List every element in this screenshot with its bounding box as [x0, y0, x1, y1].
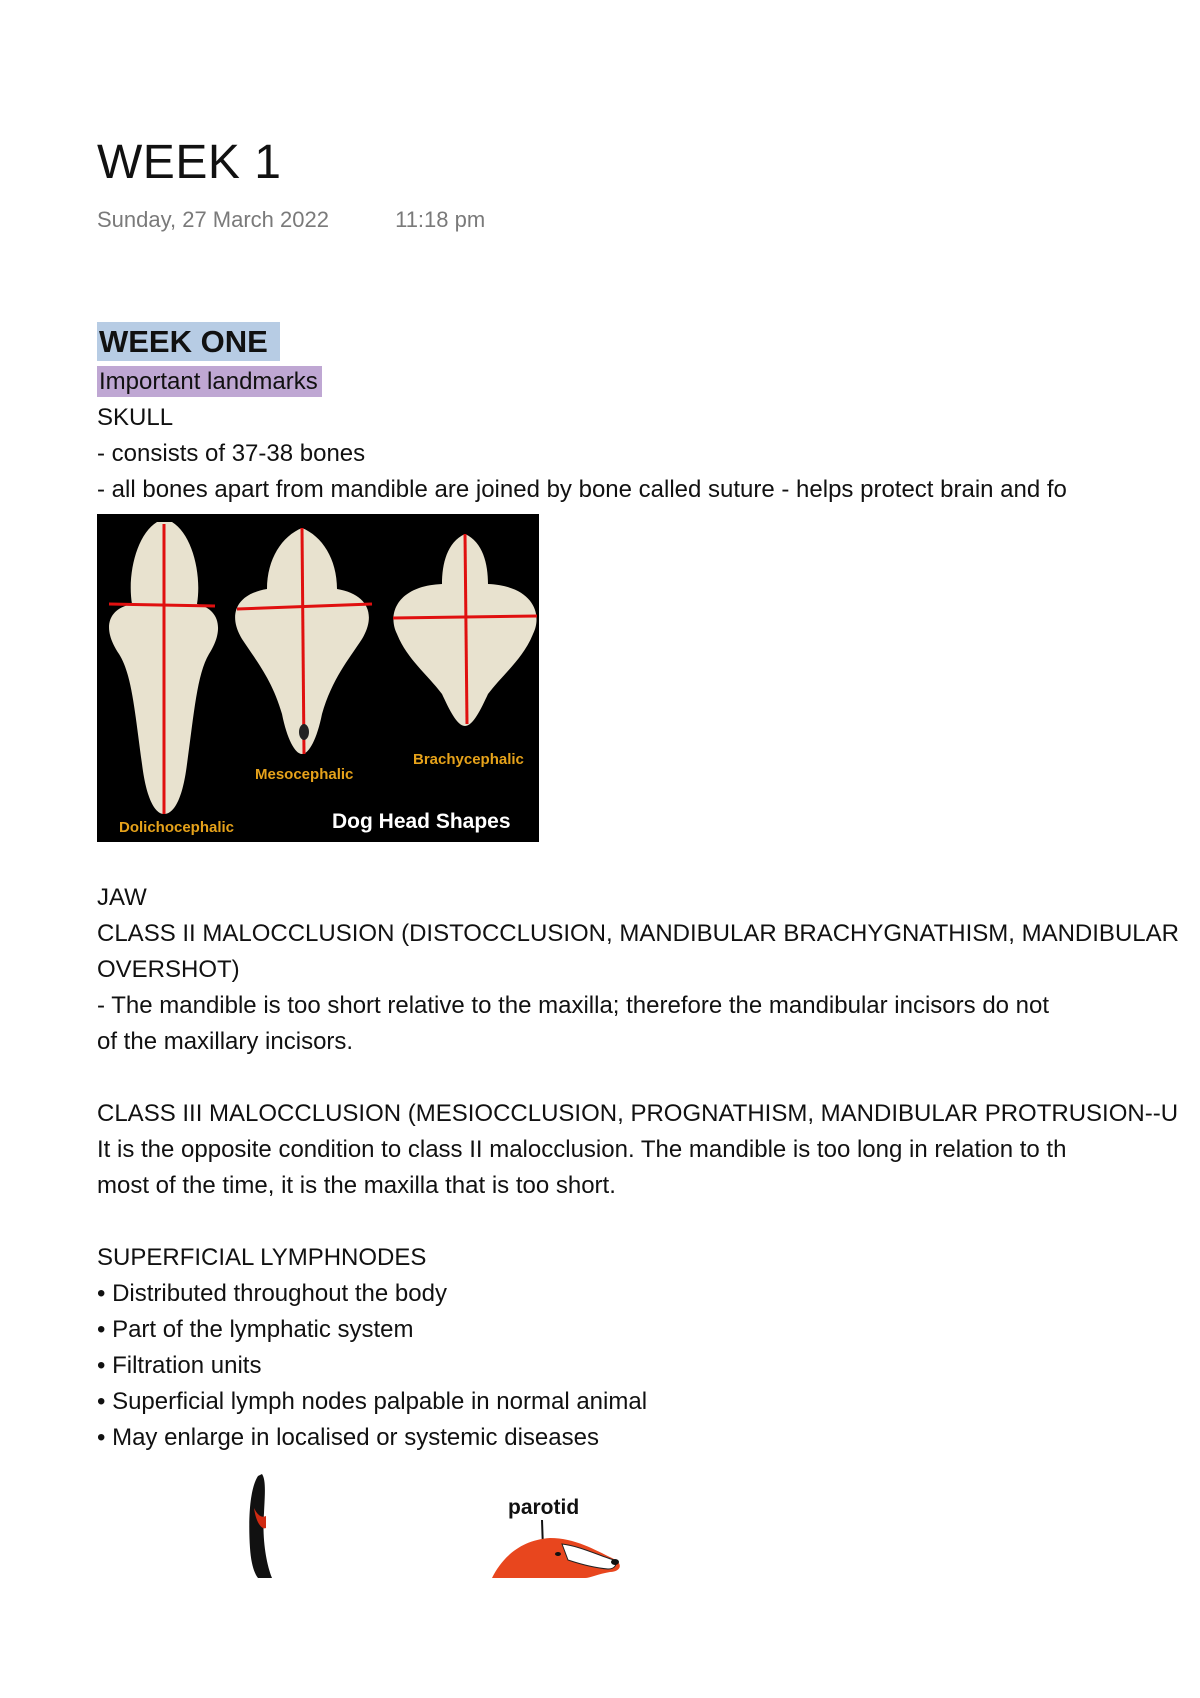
important-landmarks-heading: Important landmarks: [97, 366, 322, 397]
dog-tail-shape: [249, 1474, 272, 1578]
class2-line-3: - The mandible is too short relative to the maxilla; therefore the mandibular incisors do not: [97, 992, 1050, 1019]
section-week-one: [97, 324, 1200, 508]
lymph-bullet-3: • Filtration units: [97, 1352, 262, 1379]
skull-line-1: - consists of 37-38 bones: [97, 440, 366, 467]
class2-line-2: OVERSHOT): [97, 956, 240, 983]
dog-head-shape: [492, 1538, 620, 1578]
lymph-node-dog-image: [240, 1468, 660, 1578]
class3-line-3: most of the time, it is the maxilla that is too short.: [97, 1172, 616, 1199]
label-dolichocephalic: Dolichocephalic: [119, 819, 235, 836]
skull-heading: SKULL: [97, 404, 174, 431]
label-brachycephalic: Brachycephalic: [413, 751, 524, 768]
page-title: WEEK 1: [97, 136, 282, 189]
caption-dog-head-shapes: Dog Head Shapes: [332, 810, 511, 833]
class3-line-1: CLASS III MALOCCLUSION (MESIOCCLUSION, PROGNATHISM, MANDIBULAR PROTRUSION--U: [97, 1100, 1179, 1127]
label-mesocephalic: Mesocephalic: [255, 766, 354, 783]
lymph-bullet-5: • May enlarge in localised or systemic diseases: [97, 1424, 599, 1451]
class3-line-2: It is the opposite condition to class II malocclusion. The mandible is too long in relation to th: [97, 1136, 1067, 1163]
jaw-heading: JAW: [97, 884, 147, 911]
page-time: 11:18 pm: [395, 207, 486, 232]
page-date: Sunday, 27 March 2022: [97, 207, 329, 232]
lymph-heading: SUPERFICIAL LYMPHNODES: [97, 1244, 427, 1271]
lymph-bullet-1: • Distributed throughout the body: [97, 1280, 447, 1307]
skull-line-2: - all bones apart from mandible are joined by bone called suture - helps protect brain and fo: [97, 476, 1067, 503]
dog-head-shapes-image: [97, 514, 539, 842]
lymph-bullet-4: • Superficial lymph nodes palpable in normal animal: [97, 1388, 648, 1415]
section-jaw: [97, 880, 1179, 1456]
class2-line-1: CLASS II MALOCCLUSION (DISTOCCLUSION, MANDIBULAR BRACHYGNATHISM, MANDIBULAR: [97, 920, 1179, 947]
week-one-heading: WEEK ONE: [97, 322, 280, 361]
lymph-bullet-2: • Part of the lymphatic system: [97, 1316, 414, 1343]
page-meta: [97, 207, 485, 233]
class2-line-4: of the maxillary incisors.: [97, 1028, 354, 1055]
parotid-label: parotid: [508, 1496, 580, 1519]
